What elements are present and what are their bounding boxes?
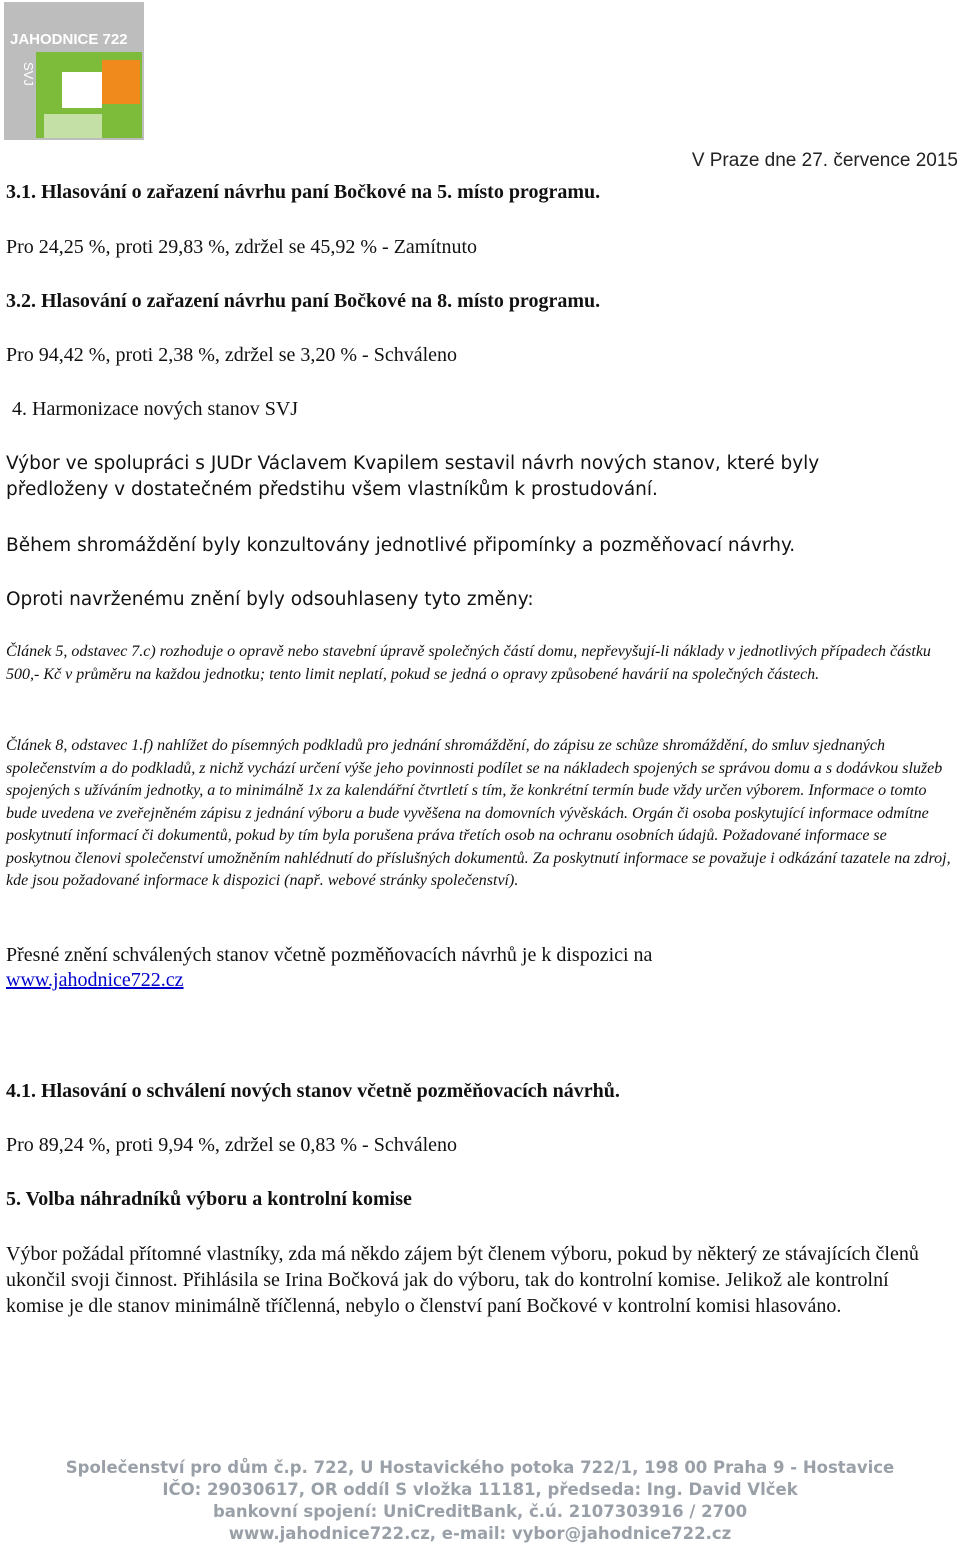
logo-side-text: SVJ — [21, 62, 36, 86]
logo-text: JAHODNICE 722 — [10, 31, 128, 48]
logo-graphic — [4, 2, 144, 140]
footer-line-3: bankovní spojení: UniCreditBank, č.ú. 2107303916 / 2700 — [212, 1502, 748, 1521]
section-5-paragraph: Výbor požádal přítomné vlastníky, zda má někdo zájem být členem výboru, pokud by některý ze stávajících členů ukončil svoji činnost. Přihlásila se Irina Bočková jak do výboru, tak do kontrolní komise. Jelikož ale kontrolní komise je dle stanov minimálně tříčlenná, nebylo o členství paní Bočkové v kontrolní komisi hlasováno. — [6, 1243, 919, 1317]
section-3-2-result: Pro 94,42 %, proti 2,38 %, zdržel se 3,20 % - Schváleno — [6, 344, 458, 366]
document-date: V Praze dne 27. července 2015 — [691, 150, 958, 171]
section-4-1-heading: 4.1. Hlasování o schválení nových stanov včetně pozměňovacích návrhů. — [6, 1080, 620, 1102]
article-8-text: Článek 8, odstavec 1.f) nahlížet do písemných podkladů pro jednání shromáždění, do zápisu ze schůze shromáždění, do smluv sjednaných společenstvím a do podkladů, z nichž vychází určení výše jeho povinnosti podílet se na nákladech spojených se správou domu a s dodávkou služeb spojených s užíváním jednotky, a to minimálně 1x za kalendářní čtvrtletí s tím, že konkrétní termín bude vždy určen výborem. Informace o tomto bude uvedena ve zveřejněném zápisu z jednání výboru a bude vyvěšena na domovních vývěskách. Orgán či osoba poskytující informace odmítne poskytnutí informací či dokumentů, pokud by tím byla porušena práva třetích osob na ochranu osobních údajů. Požadované informace se poskytnou členovi společenství umožněním nahlédnutí do příslušných dokumentů. Za poskytnutí informace se považuje i odkázání tazatele na zdroj, kde jsou požadované informace k dispozici (např. webové stránky společenství). — [6, 737, 951, 889]
section-5-heading: 5. Volba náhradníků výboru a kontrolní komise — [6, 1188, 412, 1210]
section-4-paragraph-4: Přesné znění schválených stanov včetně pozměňovacích návrhů je k dispozici na — [6, 944, 653, 966]
section-3-1-heading: 3.1. Hlasování o zařazení návrhu paní Bočkové na 5. místo programu. — [6, 181, 601, 203]
website-link[interactable]: www.jahodnice722.cz — [6, 969, 184, 991]
section-4-paragraph-1: Výbor ve spolupráci s JUDr Václavem Kvapilem sestavil návrh nových stanov, které byly předloženy v dostatečném předstihu všem vlastníkům k prostudování. — [6, 453, 820, 500]
footer — [0, 1457, 960, 1545]
section-4-paragraph-2: Během shromáždění byly konzultovány jednotlivé připomínky a pozměňovací návrhy. — [6, 535, 796, 556]
footer-line-2: IČO: 29030617, OR oddíl S vložka 11181, předseda: Ing. David Vlček — [162, 1480, 798, 1499]
section-3-1-result: Pro 24,25 %, proti 29,83 %, zdržel se 45,92 % - Zamítnuto — [6, 236, 478, 258]
section-4-heading: 4. Harmonizace nových stanov SVJ — [12, 398, 299, 420]
footer-line-4: www.jahodnice722.cz, e-mail: vybor@jahodnice722.cz — [228, 1524, 732, 1543]
section-3-2-heading: 3.2. Hlasování o zařazení návrhu paní Bočkové na 8. místo programu. — [6, 290, 601, 312]
logo — [4, 2, 144, 140]
section-4-paragraph-3: Oproti navrženému znění byly odsouhlaseny tyto změny: — [6, 589, 534, 610]
article-5-text: Článek 5, odstavec 7.c) rozhoduje o opravě nebo stavební úpravě společných částí domu, nepřevyšují-li náklady v jednotlivých případech částku 500,- Kč v průměru na každou jednotku; tento limit neplatí, pokud se jedná o opravy způsobené havárií na společných částech. — [6, 643, 931, 683]
footer-line-1: Společenství pro dům č.p. 722, U Hostavického potoka 722/1, 198 00 Praha 9 - Hostavice — [65, 1458, 895, 1477]
section-4-1-result: Pro 89,24 %, proti 9,94 %, zdržel se 0,83 % - Schváleno — [6, 1134, 458, 1156]
